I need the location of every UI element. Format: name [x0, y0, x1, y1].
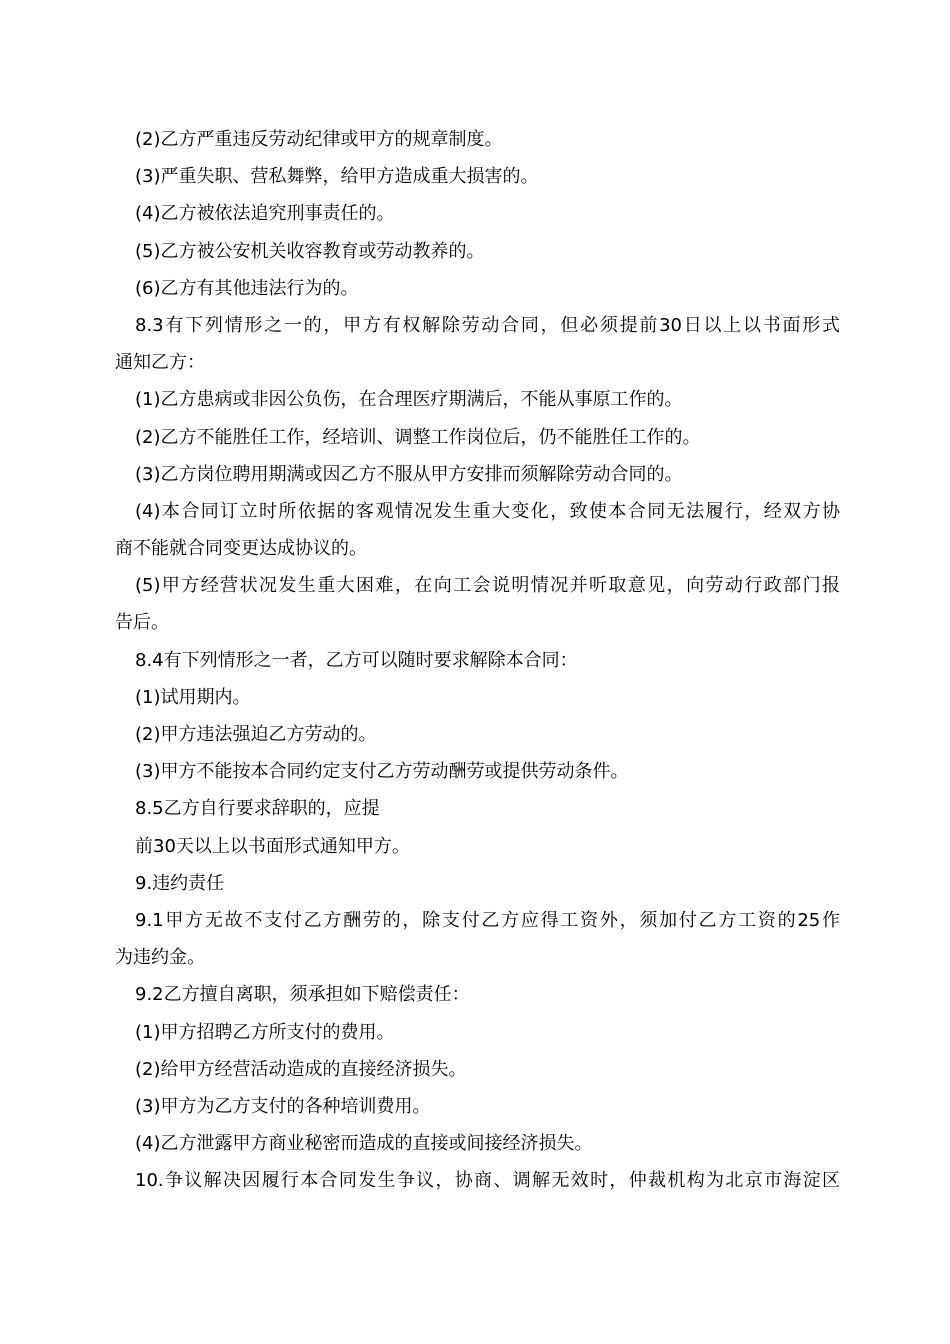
clause-9-2-item-1: (1)甲方招聘乙方所支付的费用。: [135, 1021, 395, 1043]
clause-9-2-heading: 9.2乙方擅自离职，须承担如下赔偿责任：: [135, 984, 470, 1006]
clause-8-4-item-2: (2)甲方违法强迫乙方劳动的。: [135, 724, 377, 745]
clause-8-5-heading-cont: 前30天以上以书面形式通知甲方。: [135, 835, 410, 857]
clause-8-2-item-5: (5)乙方被公安机关收容教育或劳动教养的。: [135, 240, 485, 262]
section-10-heading: 10.争议解决因履行本合同发生争议，协商、调解无效时，仲裁机构为北京市海淀区: [135, 1170, 840, 1192]
clause-8-4-heading: 8.4有下列情形之一者，乙方可以随时要求解除本合同：: [135, 649, 578, 671]
clause-8-2-item-6: (6)乙方有其他违法行为的。: [135, 277, 359, 299]
clause-8-3-heading-cont: 通知乙方：: [115, 352, 205, 374]
clause-8-3-item-3: (3)乙方岗位聘用期满或因乙方不服从甲方安排而须解除劳动合同的。: [135, 463, 683, 485]
clause-8-4-item-3: (3)甲方不能按本合同约定支付乙方劳动酬劳或提供劳动条件。: [135, 761, 629, 783]
clause-9-2-item-2: (2)给甲方经营活动造成的直接经济损失。: [135, 1058, 467, 1080]
clause-8-3-item-5-cont: 告后。: [115, 612, 169, 634]
clause-8-2-item-4: (4)乙方被依法追究刑事责任的。: [135, 203, 395, 225]
clause-8-3-item-2: (2)乙方不能胜任工作，经培训、调整工作岗位后，仍不能胜任工作的。: [135, 426, 701, 448]
clause-8-2-item-3: (3)严重失职、营私舞弊，给甲方造成重大损害的。: [135, 166, 539, 188]
document-body: [115, 121, 840, 1199]
clause-8-3-item-4: (4)本合同订立时所依据的客观情况发生重大变化，致使本合同无法履行，经双方协: [135, 500, 840, 522]
clause-9-1: 9.1甲方无故不支付乙方酬劳的，除支付乙方应得工资外，须加付乙方工资的25作: [135, 909, 840, 931]
clause-8-2-item-2: (2)乙方严重违反劳动纪律或甲方的规章制度。: [135, 129, 503, 150]
section-9-heading: 9.违约责任: [135, 872, 225, 894]
clause-9-1-cont: 为违约金。: [115, 947, 205, 969]
clause-9-2-item-4: (4)乙方泄露甲方商业秘密而造成的直接或间接经济损失。: [135, 1133, 593, 1155]
clause-8-3-heading: 8.3有下列情形之一的，甲方有权解除劳动合同，但必须提前30日以上以书面形式: [135, 314, 840, 336]
clause-9-2-item-3: (3)甲方为乙方支付的各种培训费用。: [135, 1095, 431, 1117]
clause-8-3-item-5: (5)甲方经营状况发生重大困难，在向工会说明情况并听取意见，向劳动行政部门报: [135, 575, 840, 597]
clause-8-4-item-1: (1)试用期内。: [135, 686, 251, 708]
clause-8-3-item-4-cont: 商不能就合同变更达成协议的。: [115, 538, 367, 560]
clause-8-5-heading: 8.5乙方自行要求辞职的，应提: [135, 798, 380, 820]
clause-8-3-item-1: (1)乙方患病或非因公负伤，在合理医疗期满后，不能从事原工作的。: [135, 389, 683, 411]
